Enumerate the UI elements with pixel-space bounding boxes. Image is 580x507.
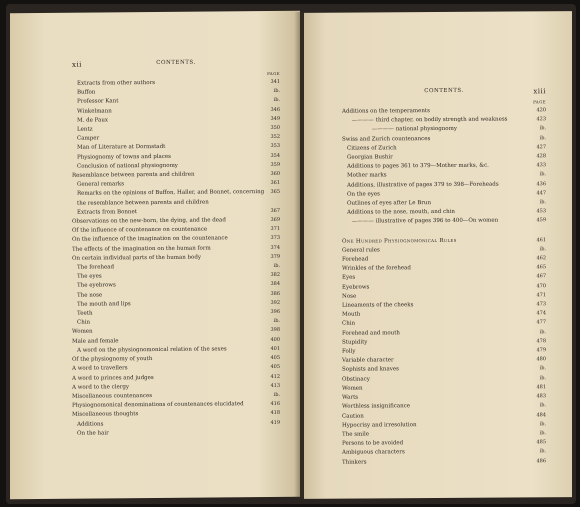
entry-title: Caution <box>342 413 364 420</box>
entry-page: ib. <box>539 125 546 132</box>
entry-page: 349 <box>270 115 280 122</box>
entry-page: 467 <box>536 273 546 280</box>
entry-page: ib. <box>273 262 280 270</box>
entry-page: ib. <box>539 199 546 206</box>
entry-page: 400 <box>270 336 280 343</box>
entry-title: Ambiguous characters <box>342 449 405 456</box>
entry-page: 396 <box>270 308 280 316</box>
entry-page: 419 <box>270 419 280 426</box>
entry-title: Additions, illustrative of pages 379 to 398—Foreheads <box>347 181 499 189</box>
entry-title: Camper <box>77 135 100 142</box>
entry-page: 418 <box>270 410 280 417</box>
entry-title: Folly <box>342 348 356 355</box>
entry-page: ib. <box>539 402 546 409</box>
right-running-head <box>342 87 546 100</box>
entry-page: 447 <box>536 190 546 197</box>
entry-title: A word to princes and judges <box>72 374 154 382</box>
entry-title: M. de Paux <box>77 117 109 124</box>
entry-title: On the eyes <box>347 191 380 198</box>
entry-page: 405 <box>270 364 280 371</box>
right-page-number: xiii <box>533 87 546 96</box>
entry-title: The effects of the imagination on the human form <box>72 245 211 253</box>
entry-title: A word on the physiognomonical relation of the sexes <box>77 346 227 354</box>
left-page-column-head: PAGE <box>267 70 280 77</box>
entry-title: ———— illustrative of pages 396 to 400—On women <box>352 218 499 226</box>
contents-entry <box>72 188 280 208</box>
entry-title: Georgian Bushir <box>347 154 393 161</box>
entry-title: Variable character <box>342 357 394 364</box>
entry-page: 365 <box>270 189 280 196</box>
entry-title: On the influence of the imagination on the countenance <box>72 235 228 244</box>
entry-title: Mother marks <box>347 172 387 180</box>
entry-title: Additions to pages 361 to 379—Mother marks, &c. <box>347 162 489 170</box>
entry-title: Winkelmann <box>77 107 112 115</box>
entry-title: Eyes <box>342 275 356 282</box>
entry-page: 428 <box>536 153 546 160</box>
entry-page: 386 <box>270 290 280 297</box>
entry-title: Women <box>72 329 93 336</box>
entry-page: 481 <box>536 384 546 391</box>
right-page <box>304 11 572 499</box>
entry-page: ib. <box>539 134 546 141</box>
entry-page: 405 <box>270 355 280 362</box>
entry-page: 341 <box>270 78 280 85</box>
entry-page: 465 <box>536 264 546 271</box>
entry-title: Miscellaneous countenances <box>72 392 153 400</box>
entry-title: The eyebrows <box>77 282 116 290</box>
right-page-column-head: PAGE <box>533 99 546 105</box>
entry-title: Remarks on the opinions of Buffon, Haller, and Bonnet, concerning the resemblance between parents and children <box>77 189 265 207</box>
entry-page: 470 <box>536 282 546 289</box>
entry-page: 420 <box>536 107 546 114</box>
entry-title: The forehead <box>77 264 115 271</box>
entry-title: One Hundred Physiognomonical Rules <box>342 237 457 245</box>
entry-title: The nose <box>77 292 103 299</box>
entry-title: Lineaments of the cheeks <box>342 302 414 309</box>
entry-title: ———— third chapter, on bodily strength and weakness <box>352 116 508 124</box>
entry-page: 369 <box>270 216 280 224</box>
entry-title: Buffon <box>77 89 96 96</box>
entry-page: 360 <box>270 170 280 178</box>
entry-title: Thinkers <box>342 459 367 466</box>
entry-title: The mouth and lips <box>77 301 131 308</box>
entry-title: Worthless insignificance <box>342 403 410 410</box>
left-running-head <box>72 59 280 73</box>
right-contents-list <box>342 106 546 467</box>
contents-entry <box>72 428 280 439</box>
entry-page: 485 <box>536 439 546 446</box>
entry-page: ib. <box>539 448 546 455</box>
entry-title: The smile <box>342 431 370 438</box>
entry-title: Observations on the new-born, the dying, and the dead <box>72 217 226 225</box>
entry-page: 433 <box>536 162 546 169</box>
entry-title: Resemblance between parents and children <box>72 171 195 179</box>
entry-page: 473 <box>536 301 546 308</box>
entry-page: 354 <box>270 152 280 159</box>
entry-title: A word to the clergy <box>72 383 130 391</box>
left-page <box>10 11 300 500</box>
entry-title: Wrinkles of the forehead <box>342 265 411 272</box>
entry-title: Additions <box>77 420 104 428</box>
entry-page: 427 <box>536 144 546 151</box>
entry-title: Of the physiognomy of youth <box>72 356 153 363</box>
entry-page: 412 <box>270 373 280 380</box>
entry-page: 413 <box>270 382 280 389</box>
entry-page: ib. <box>539 328 546 335</box>
entry-page: 352 <box>270 134 280 141</box>
entry-page: 462 <box>536 255 546 262</box>
entry-page: ib. <box>539 430 546 437</box>
entry-page: ib. <box>273 318 280 325</box>
entry-title: Stupidity <box>342 339 368 346</box>
entry-title: Additions on the temperaments <box>342 108 430 115</box>
entry-title: Teeth <box>77 310 93 317</box>
entry-page: 379 <box>270 253 280 260</box>
entry-page: 478 <box>536 338 546 345</box>
entry-title: Outlines of eyes after Le Brun <box>347 200 431 207</box>
entry-title: ———— national physiognomy <box>372 126 457 133</box>
entry-page: 353 <box>270 143 280 150</box>
entry-page: 384 <box>270 281 280 288</box>
entry-title: Forehead <box>342 256 369 263</box>
entry-page: 471 <box>536 292 546 299</box>
entry-title: General rules <box>342 247 380 254</box>
entry-title: Hypocrisy and irresolution <box>342 421 417 429</box>
entry-title: Sophists and knaves <box>342 366 399 374</box>
left-contents-list <box>72 78 280 439</box>
entry-page: 382 <box>270 272 280 279</box>
entry-title: Nose <box>342 293 357 300</box>
entry-title: General remarks <box>77 181 125 188</box>
entry-title: The eyes <box>77 273 102 280</box>
entry-title: Physiognomy of towns and places <box>77 153 171 161</box>
entry-page: ib. <box>539 171 546 178</box>
entry-page: 474 <box>536 310 546 317</box>
entry-title: Citizens of Zurich <box>347 145 397 152</box>
open-book <box>6 4 576 504</box>
right-running-title: CONTENTS. <box>424 87 464 95</box>
left-page-number: xii <box>72 60 82 69</box>
entry-page: 436 <box>536 180 546 187</box>
entry-title: Of the influence of countenance on countenance <box>72 226 208 234</box>
entry-page: ib. <box>273 391 280 398</box>
entry-page: ib. <box>539 420 546 427</box>
entry-title: Additions to the nose, mouth, and chin <box>347 209 455 216</box>
entry-title: Conclusion of national physiognomy <box>77 162 178 170</box>
entry-page: 453 <box>536 208 546 215</box>
entry-title: Women <box>342 385 363 392</box>
entry-page: 477 <box>536 319 546 326</box>
entry-page: 367 <box>270 207 280 214</box>
entry-title: Physiognomonical denominations of countenances elucidated <box>72 401 244 409</box>
entry-page: 423 <box>536 116 546 123</box>
entry-title: Professor Kant <box>77 98 119 106</box>
entry-page: 374 <box>270 244 280 251</box>
entry-title: Male and female <box>72 338 119 345</box>
entry-title: Forehead and mouth <box>342 329 400 337</box>
entry-title: Lentz <box>77 126 93 133</box>
contents-entry <box>342 217 546 228</box>
entry-page: 483 <box>536 393 546 400</box>
entry-title: Mouth <box>342 311 361 318</box>
entry-page: ib. <box>273 88 280 95</box>
entry-page: 461 <box>536 236 546 243</box>
entry-title: Persons to be avoided <box>342 440 404 447</box>
entry-page: 479 <box>536 347 546 354</box>
entry-title: Man of Literature at Dormstadt <box>77 144 166 152</box>
left-running-title: CONTENTS. <box>156 59 196 66</box>
entry-page: 480 <box>536 356 546 363</box>
entry-page: 459 <box>536 217 546 224</box>
entry-title: Chin <box>77 319 91 326</box>
entry-title: Eyebrows <box>342 284 370 291</box>
entry-title: A word to travellers <box>72 365 128 373</box>
entry-title: Warts <box>342 394 359 401</box>
entry-page: 346 <box>270 106 280 113</box>
entry-page: 361 <box>270 180 280 187</box>
entry-page: 371 <box>270 226 280 233</box>
entry-page: 486 <box>536 457 546 464</box>
entry-title: Miscellaneous thoughts <box>72 411 139 419</box>
entry-page: 350 <box>270 124 280 132</box>
entry-page: ib. <box>273 97 280 104</box>
entry-title: Extracts from Bonnet <box>77 209 137 216</box>
entry-title: Obstinacy <box>342 376 370 383</box>
entry-page: 392 <box>270 299 280 306</box>
entry-title: Swiss and Zurich countenances <box>342 135 431 143</box>
entry-title: Extracts from other authors <box>77 79 156 87</box>
entry-title: On certain individual parts of the human body <box>72 254 201 262</box>
entry-page: 484 <box>536 411 546 418</box>
contents-entry <box>342 457 546 468</box>
entry-page: 359 <box>270 161 280 168</box>
entry-title: On the hair <box>77 430 109 437</box>
entry-page: ib. <box>539 246 546 253</box>
entry-page: 373 <box>270 235 280 242</box>
entry-page: ib. <box>539 365 546 372</box>
entry-title: Chin <box>342 321 356 328</box>
entry-page: 398 <box>270 327 280 334</box>
entry-page: 416 <box>270 401 280 408</box>
entry-page: ib. <box>539 374 546 381</box>
entry-page: 401 <box>270 345 280 352</box>
